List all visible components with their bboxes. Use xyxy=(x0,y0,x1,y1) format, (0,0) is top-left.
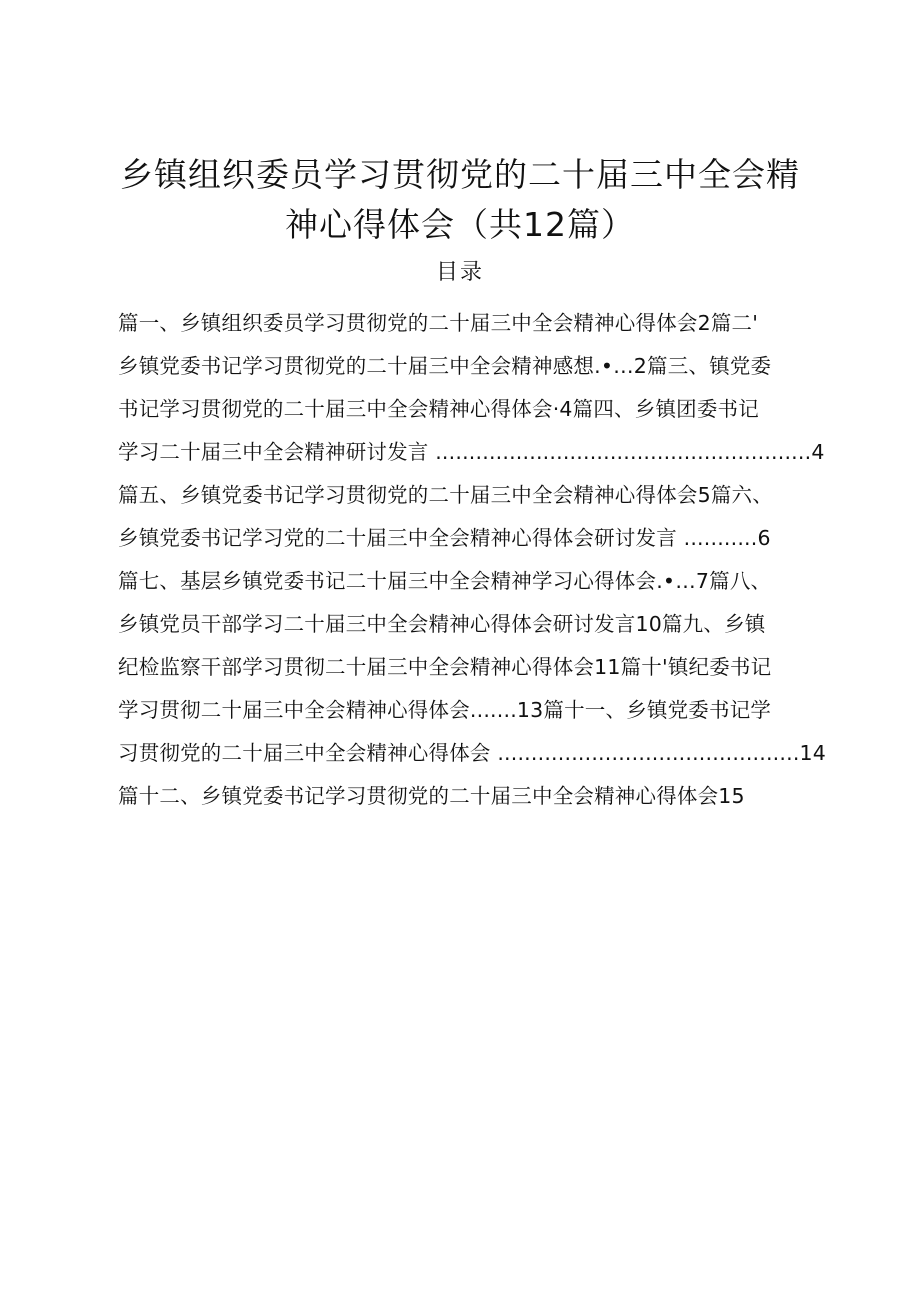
toc-line: 书记学习贯彻党的二十届三中全会精神心得体会·4篇四、乡镇团委书记 xyxy=(118,397,759,421)
toc-line: 纪检监察干部学习贯彻二十届三中全会精神心得体会11篇十'镇纪委书记 xyxy=(118,655,772,679)
toc-line: 习贯彻党的二十届三中全会精神心得体会 .............................................14 xyxy=(118,741,827,765)
toc-heading: 目录 xyxy=(435,260,484,285)
title-line-1: 乡镇组织委员学习贯彻党的二十届三中全会精 xyxy=(120,155,800,195)
title-line-2: 神心得体会（共12篇） xyxy=(285,205,635,245)
toc-line: 篇五、乡镇党委书记学习贯彻党的二十届三中全会精神心得体会5篇六、 xyxy=(118,483,773,507)
toc-line: 篇七、基层乡镇党委书记二十届三中全会精神学习心得体会.•…7篇八、 xyxy=(118,569,772,593)
toc-line: 乡镇党员干部学习二十届三中全会精神心得体会研讨发言10篇九、乡镇 xyxy=(118,612,766,636)
toc-line: 学习贯彻二十届三中全会精神心得体会.......13篇十一、乡镇党委书记学 xyxy=(118,698,772,722)
toc-line: 乡镇党委书记学习党的二十届三中全会精神心得体会研讨发言 ...........6 xyxy=(118,526,771,550)
table-of-contents xyxy=(118,302,858,818)
toc-line: 篇一、乡镇组织委员学习贯彻党的二十届三中全会精神心得体会2篇二' xyxy=(118,311,759,335)
document-title xyxy=(110,150,810,250)
toc-line: 篇十二、乡镇党委书记学习贯彻党的二十届三中全会精神心得体会15 xyxy=(118,784,745,808)
toc-line: 乡镇党委书记学习贯彻党的二十届三中全会精神感想.•…2篇三、镇党委 xyxy=(118,354,772,378)
toc-line: 学习二十届三中全会精神研讨发言 ........................................................4 xyxy=(118,440,825,464)
